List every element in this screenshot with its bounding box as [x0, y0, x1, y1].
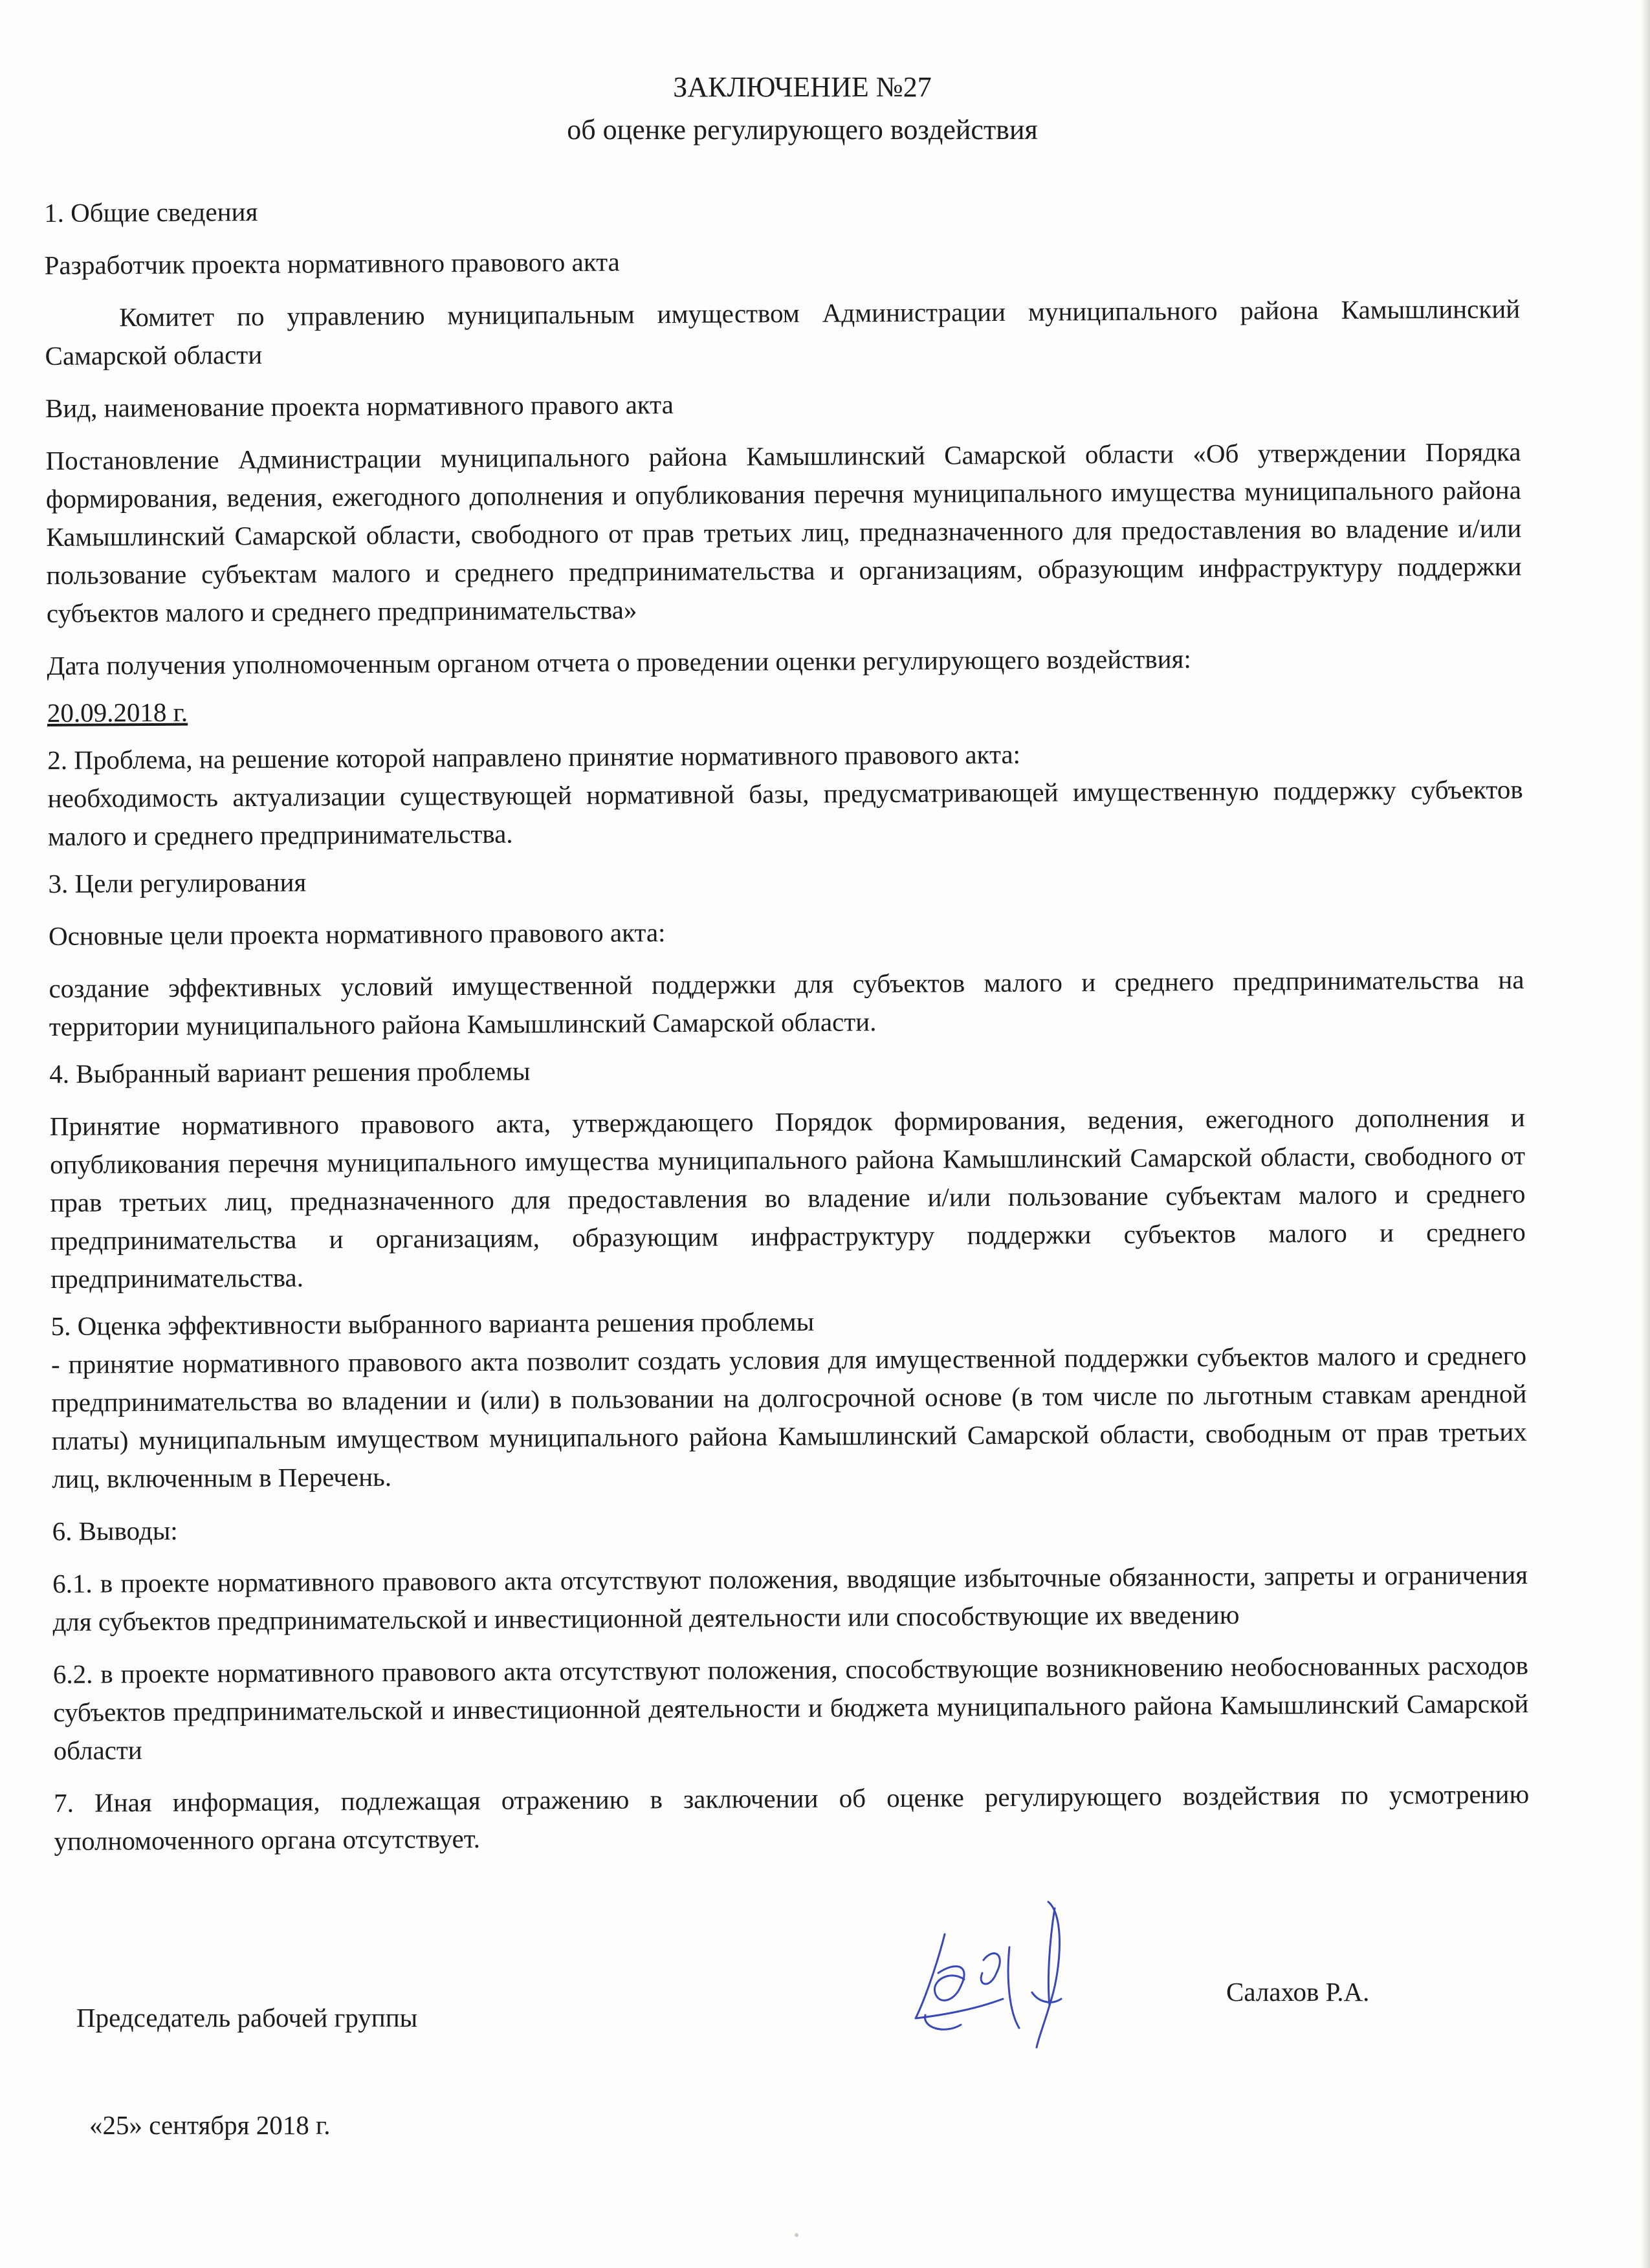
- section-5-heading: 5. Оценка эффективности выбранного варианта решения проблемы: [50, 1306, 815, 1341]
- section-7-text: 7. Иная информация, подлежащая отражению в заключении об оценке регулирующего воздействия по усмотрению уполномоченного органа отсутствует.: [54, 1779, 1530, 1856]
- conclusion-item-1: 6.1. в проекте нормативного правового акта отсутствуют положения, вводящие избыточные обязанности, запреты и ограничения для субъектов предпринимательской и инвестиционной деятельности или способствующие их введению: [52, 1560, 1528, 1637]
- section-4-heading: 4. Выбранный вариант решения проблемы: [49, 1056, 531, 1089]
- title-line-number: ЗАКЛЮЧЕНИЕ №27: [673, 71, 932, 103]
- section-1-heading: 1. Общие сведения: [44, 196, 258, 228]
- section-2-heading: 2. Проблема, на решение которой направлено принятие нормативного правового акта:: [47, 739, 1021, 775]
- section-3-heading: 3. Цели регулирования: [48, 867, 307, 899]
- solution-text: Принятие нормативного правового акта, утверждающего Порядок формирования, ведения, ежегодного дополнения и опубликования перечня муниципального имущества муниципального района Камышлинский Самарской области, свободного от прав третьих лиц, предназначенного для предоставления во владение и/или пользование субъектам малого и среднего предпринимательства и организациям, образующим инфраструктуру поддержки субъектов малого и среднего предпринимательства.: [49, 1102, 1526, 1294]
- signatory-role: Председатель рабочей группы: [76, 2003, 418, 2033]
- report-date-label: Дата получения уполномоченным органом отчета о проведении оценки регулирующего воздействия:: [47, 644, 1191, 681]
- act-label: Вид, наименование проекта нормативного правого акта: [45, 389, 674, 423]
- document-date: «25» сентября 2018 г.: [89, 2110, 331, 2140]
- conclusion-item-2: 6.2. в проекте нормативного правового акта отсутствуют положения, способствующие возникновению необоснованных расходов субъектов предпринимательской и инвестиционной деятельности и бюджета муниципального района Камышлинский Самарской области: [52, 1650, 1529, 1765]
- problem-text: необходимость актуализации существующей нормативной базы, предусматривающей имущественную поддержку субъектов малого и среднего предпринимательства.: [47, 774, 1523, 851]
- act-text: Постановление Администрации муниципального района Камышлинский Самарской области «Об утверждении Порядка формирования, ведения, ежегодного дополнения и опубликования перечня муниципального имущества муниципального района Камышлинский Самарской области, свободного от прав третьих лиц, предназначенного для предоставления во владение и/или пользование субъектам малого и среднего предпринимательства и организациям, образующим инфраструктуру поддержки субъектов малого и среднего предпринимательства»: [45, 437, 1522, 628]
- goals-label: Основные цели проекта нормативного правового акта:: [48, 917, 666, 951]
- signatory-name: Салахов Р.А.: [1226, 1977, 1370, 2007]
- section-6-heading: 6. Выводы:: [52, 1515, 178, 1546]
- goals-text: создание эффективных условий имущественной поддержки для субъектов малого и среднего предпринимательства на территории муниципального района Камышлинский Самарской области.: [49, 965, 1524, 1041]
- developer-label: Разработчик проекта нормативного правового акта: [44, 246, 620, 280]
- page-edge-shadow: [1641, 0, 1650, 2268]
- report-date: 20.09.2018 г.: [47, 697, 188, 728]
- document-body: [44, 185, 1530, 1860]
- developer-text: Комитет по управлению муниципальным имуществом Администрации муниципального района Камышлинский Самарской области: [45, 294, 1521, 371]
- efficiency-text: - принятие нормативного правового акта позволит создать условия для имущественной поддержки субъектов малого и среднего предпринимательства во владении и (или) в пользовании на долгосрочной основе (в том числе по льготным ставкам арендной платы) муниципальным имуществом муниципального района Камышлинский Самарской области, свободным от прав третьих лиц, включенным в Перечень.: [50, 1340, 1527, 1494]
- scan-speck: [795, 2233, 798, 2237]
- handwritten-signature: [899, 1889, 1094, 2057]
- title-line-subject: об оценке регулирующего воздействия: [567, 114, 1038, 146]
- document-title: [0, 66, 1605, 151]
